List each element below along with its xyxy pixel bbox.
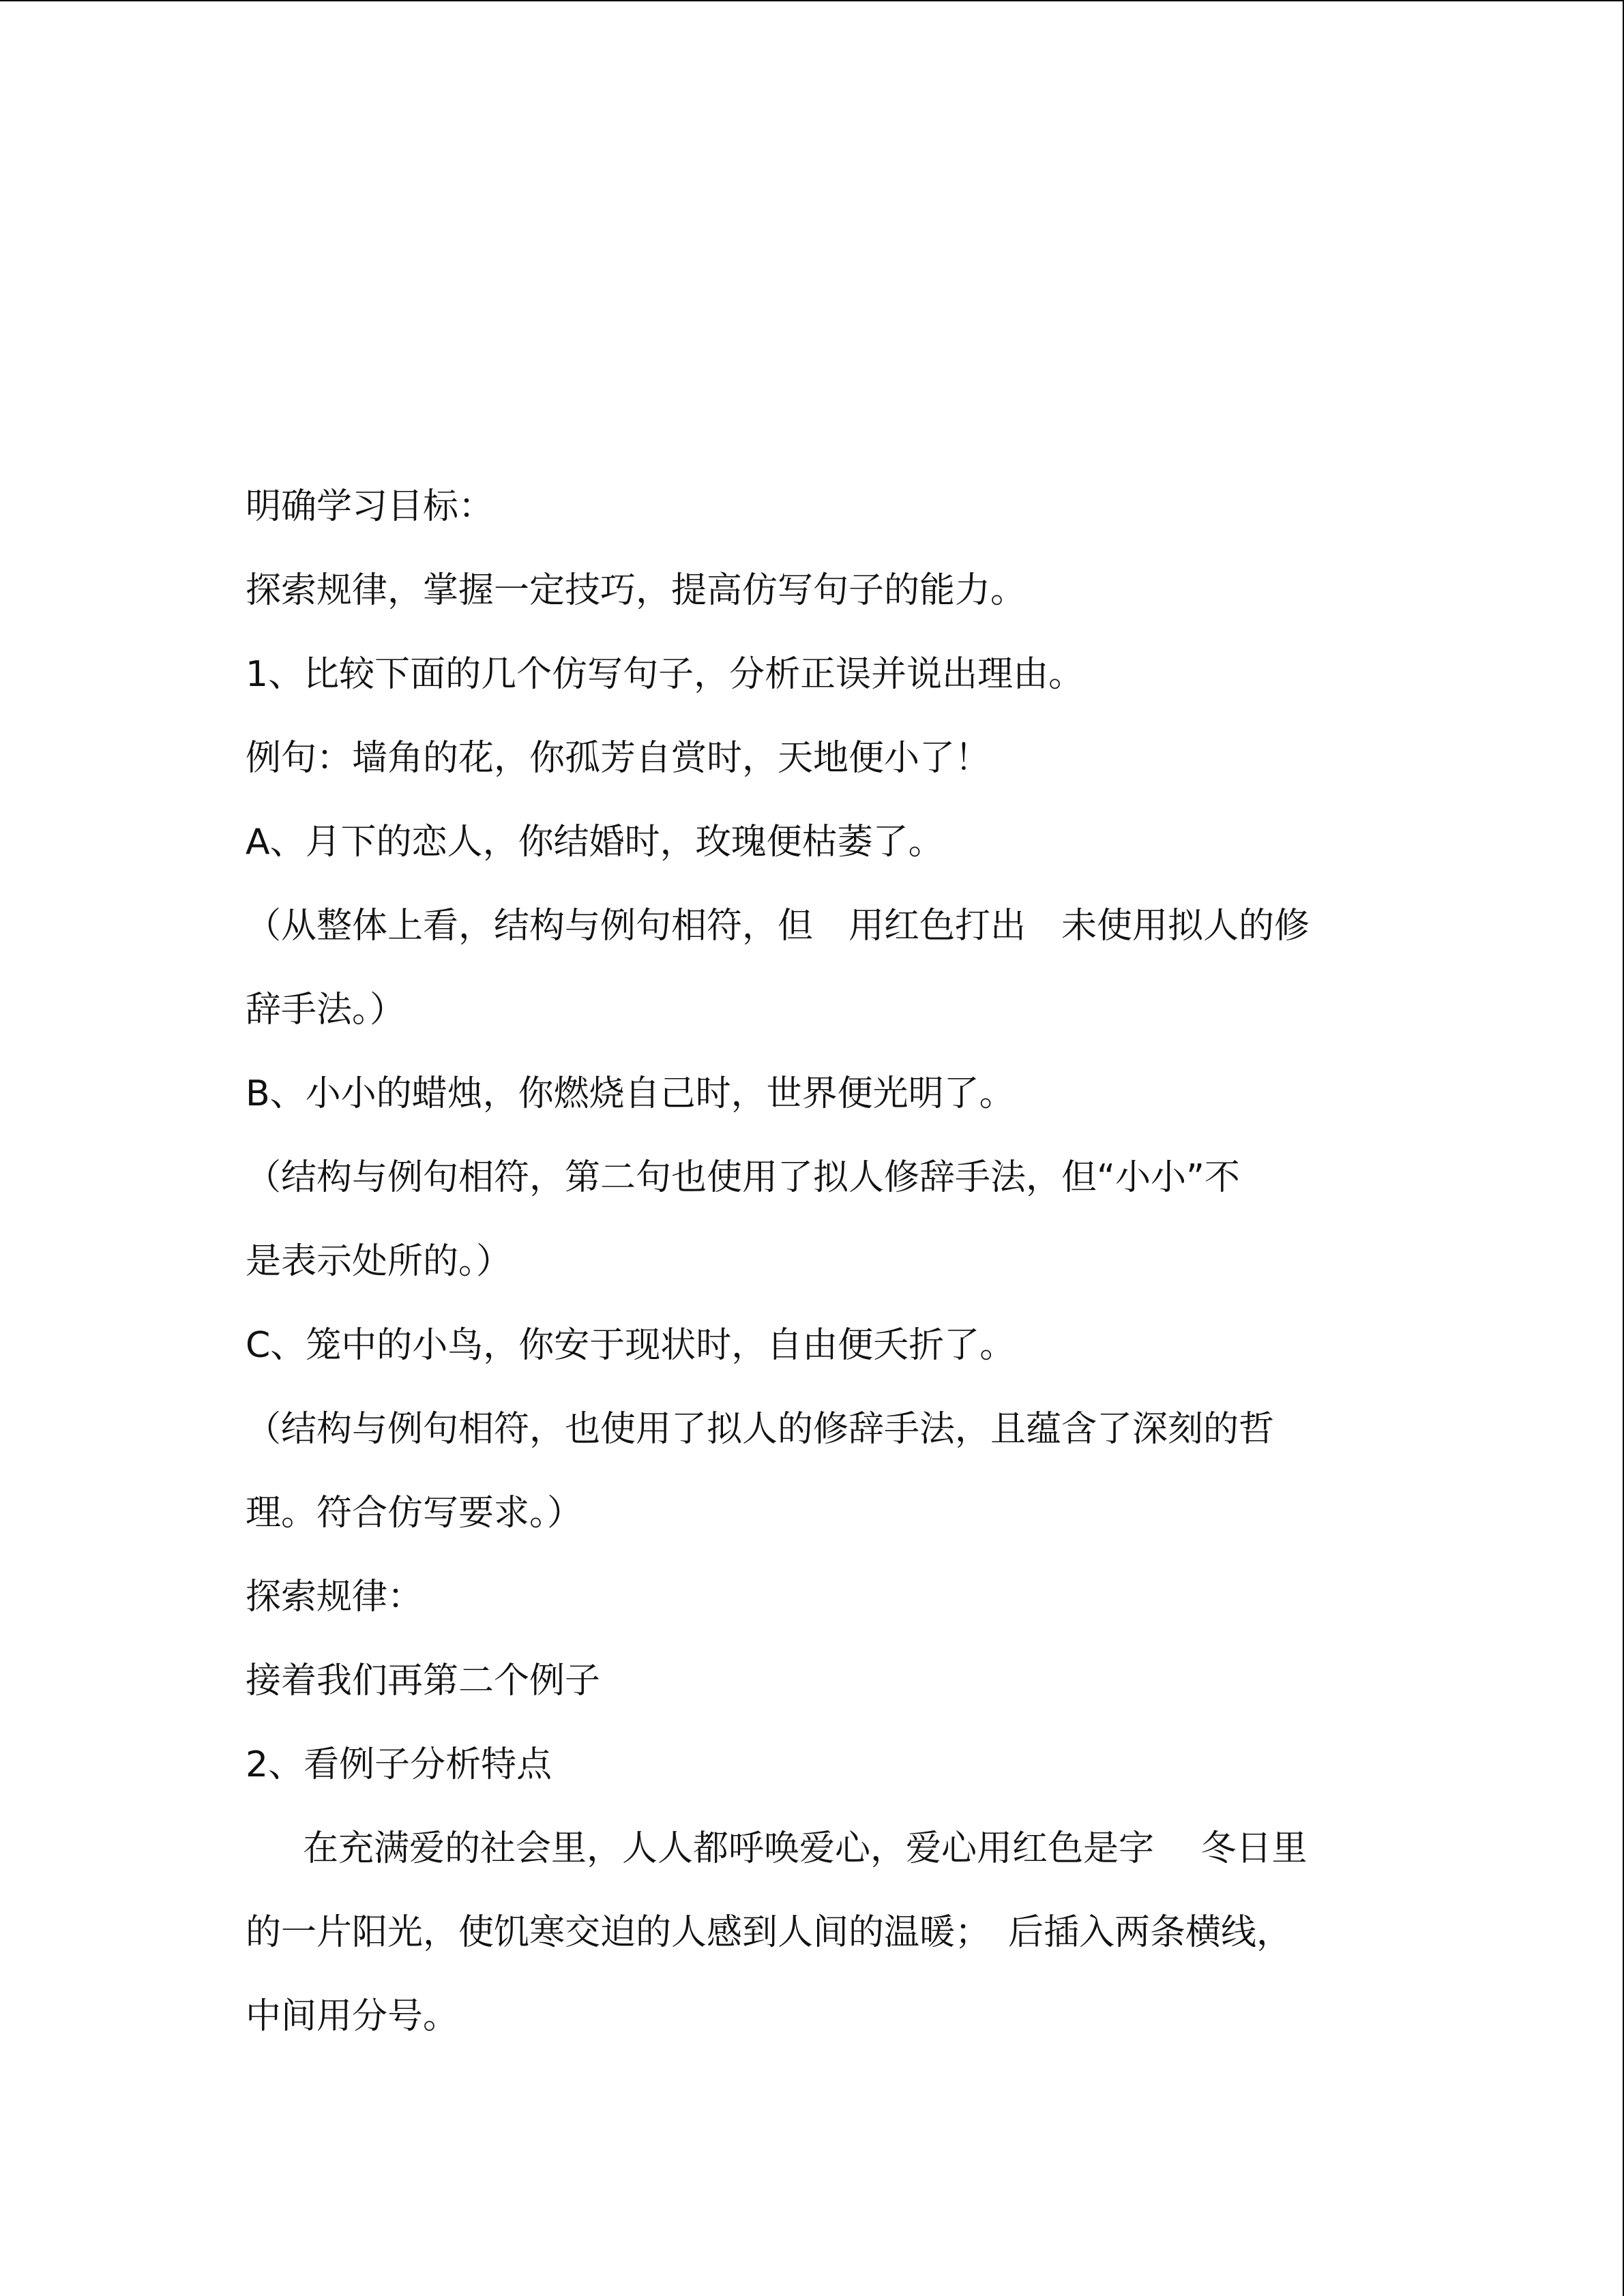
option-b-note-line-2: 是表示处所的。） bbox=[246, 1241, 512, 1282]
option-c: C、笼中的小鸟，你安于现状时，自由便夭折了。 bbox=[246, 1325, 1016, 1366]
document-body bbox=[246, 465, 1391, 2059]
example-paragraph-line-1: 在充满爱的社会里，人人都呼唤爱心，爱心用红色是字 冬日里 bbox=[303, 1828, 1308, 1869]
example-sentence: 例句：墙角的花，你孤芳自赏时，天地便小了！ bbox=[246, 738, 991, 779]
heading-explore-rules: 探索规律： bbox=[246, 1577, 424, 1617]
option-b-note-line-1: （结构与例句相符，第二句也使用了拟人修辞手法，但“小小”不 bbox=[246, 1157, 1240, 1198]
example-paragraph-line-2: 的一片阳光，使饥寒交迫的人感到人间的温暖； 后插入两条横线， bbox=[246, 1912, 1293, 1953]
option-a: A、月下的恋人，你结婚时，玫瑰便枯萎了。 bbox=[246, 822, 944, 863]
option-a-note-line-1: （从整体上看，结构与例句相符，但 用红色打出 未使用拟人的修 bbox=[246, 906, 1310, 946]
option-c-note-line-2: 理。符合仿写要求。） bbox=[246, 1493, 583, 1534]
question-2: 2、看例子分析特点 bbox=[246, 1744, 552, 1785]
option-a-note-line-2: 辞手法。） bbox=[246, 989, 406, 1030]
question-1: 1、比较下面的几个仿写句子，分析正误并说出理由。 bbox=[246, 654, 1084, 695]
paragraph-next-example: 接着我们再第二个例子 bbox=[246, 1660, 601, 1701]
paragraph-goal: 探索规律，掌握一定技巧，提高仿写句子的能力。 bbox=[246, 570, 1027, 611]
option-c-note-line-1: （结构与例句相符，也使用了拟人的修辞手法，且蕴含了深刻的哲 bbox=[246, 1409, 1275, 1450]
heading-learning-goal: 明确学习目标： bbox=[246, 486, 494, 527]
option-b: B、小小的蜡烛，你燃烧自己时，世界便光明了。 bbox=[246, 1073, 1015, 1114]
example-paragraph-line-3: 中间用分号。 bbox=[246, 1996, 459, 2037]
